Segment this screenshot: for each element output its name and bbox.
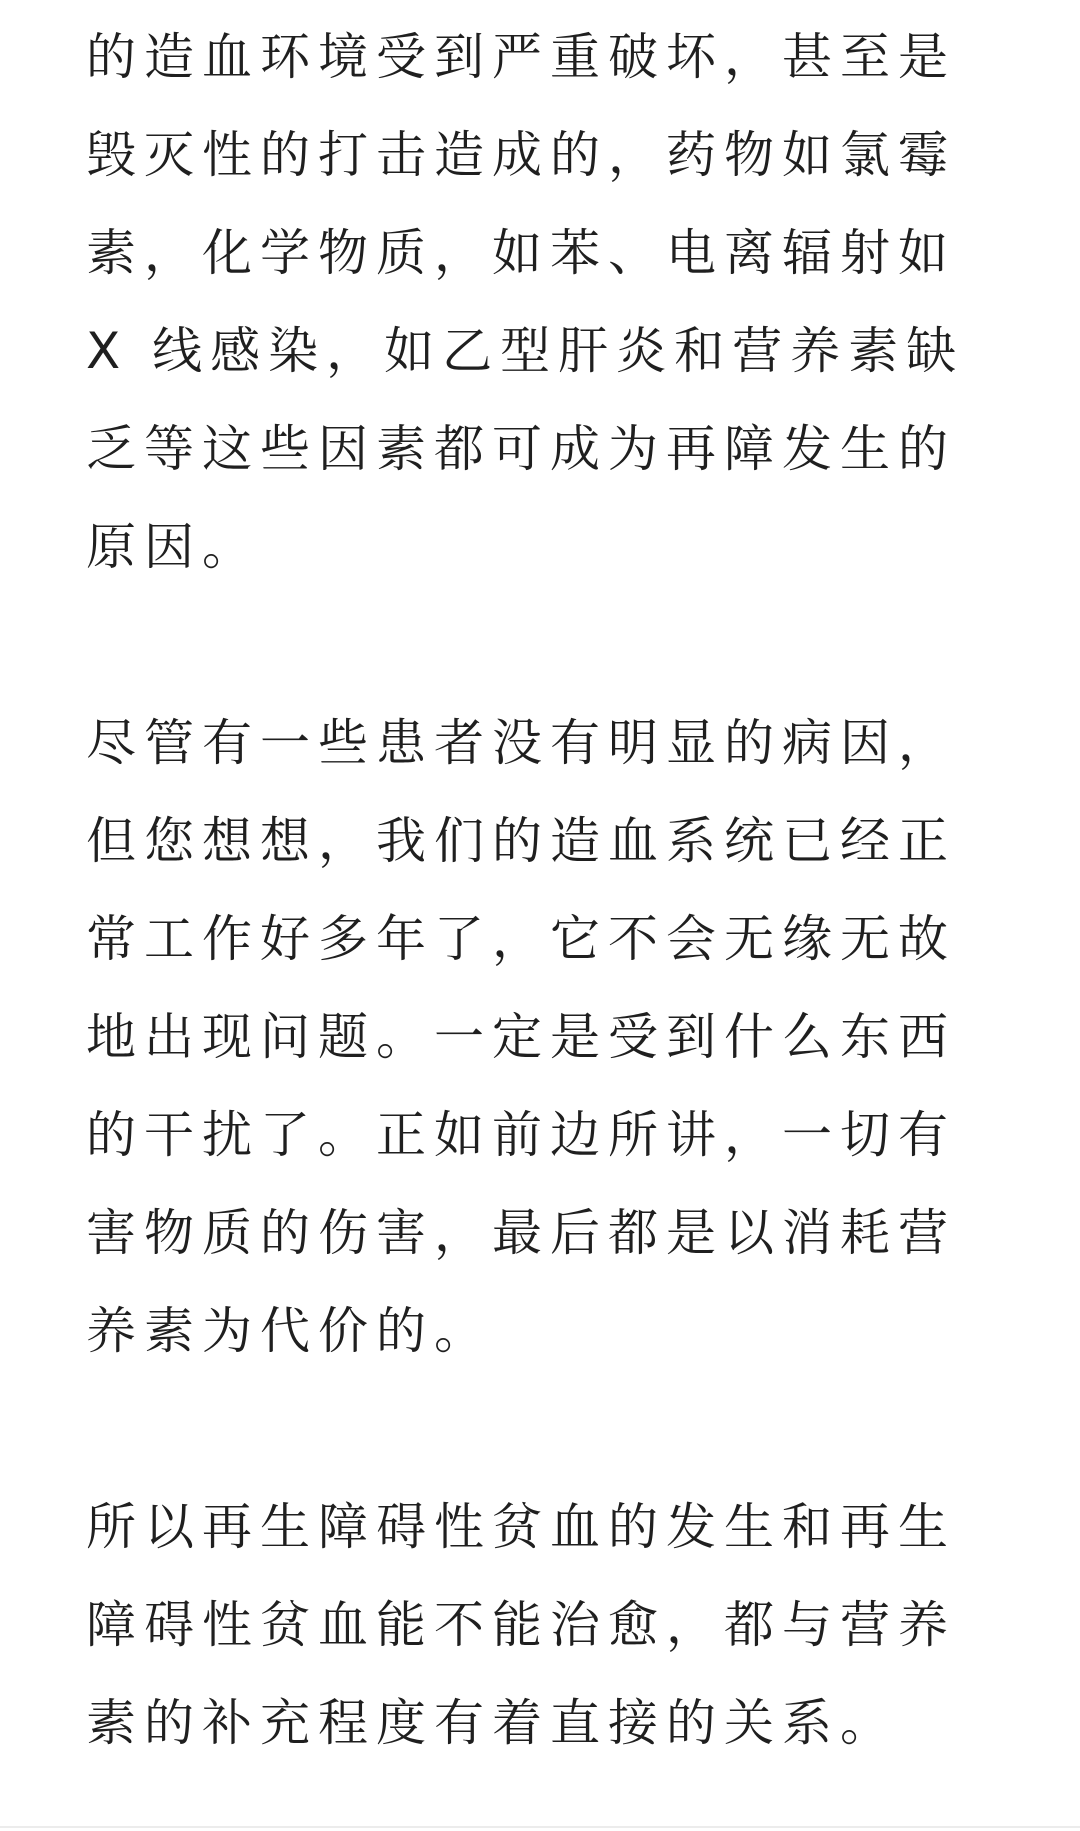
- bottom-divider: [0, 1826, 1080, 1828]
- article-body: [86, 8, 1000, 1772]
- paragraph-causes: 的造血环境受到严重破坏，甚至是毁灭性的打击造成的，药物如氯霉素，化学物质，如苯、电离辐射如 X 线感染，如乙型肝炎和营养素缺乏等这些因素都可成为再障发生的原因。: [86, 28, 965, 576]
- paragraph-unknown-cause: 尽管有一些患者没有明显的病因，但您想想，我们的造血系统已经正常工作好多年了，它不会无缘无故地出现问题。一定是受到什么东西的干扰了。正如前边所讲，一切有害物质的伤害，最后都是以消耗营养素为代价的。: [86, 714, 956, 1360]
- paragraph-conclusion: 所以再生障碍性贫血的发生和再生障碍性贫血能不能治愈，都与营养素的补充程度有着直接的关系。: [86, 1498, 956, 1752]
